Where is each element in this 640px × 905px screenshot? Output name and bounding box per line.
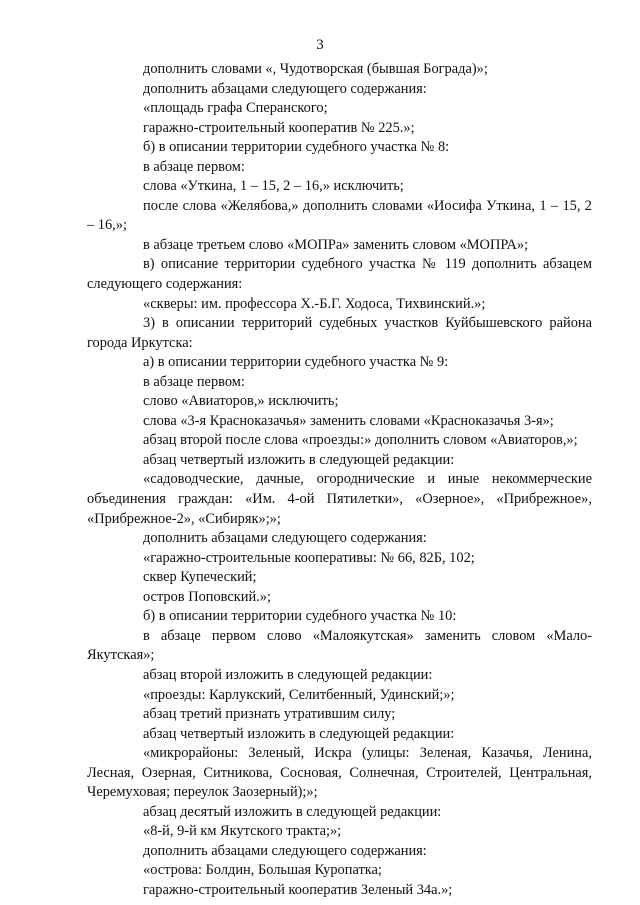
paragraph: в абзаце первом слово «Малоякутская» заменить словом «Мало-Якутская»;	[87, 627, 592, 664]
paragraph: «гаражно-строительные кооперативы: № 66, 82Б, 102;	[143, 549, 475, 566]
paragraph: слова «3-я Красноказачья» заменить словами «Красноказачья 3-я»;	[143, 412, 554, 429]
paragraph: 3) в описании территорий судебных участков Куйбышевского района города Иркутска:	[87, 315, 592, 351]
paragraph: остров Поповский.»;	[143, 588, 271, 605]
paragraph: «8-й, 9-й км Якутского тракта;»;	[143, 823, 342, 840]
paragraph: дополнить абзацами следующего содержания:	[143, 80, 427, 97]
paragraph: в абзаце третьем слово «МОПРа» заменить словом «МОПРА»;	[143, 236, 529, 253]
paragraph: сквер Купеческий;	[143, 569, 257, 586]
paragraph: «микрорайоны: Зеленый, Искра (улицы: Зеленая, Казачья, Ленина, Лесная, Озерная, Ситникова, Сосновая, Солнечная, Строителей, Центральная, Черемуховая; переулок Заозерный);»;	[87, 745, 592, 801]
paragraph: «острова: Болдин, Большая Куропатка;	[143, 862, 382, 879]
paragraph: а) в описании территории судебного участка № 9:	[143, 354, 449, 371]
paragraph: в) описание территории судебного участка № 119 дополнить абзацем следующего содержания:	[87, 256, 592, 293]
paragraph: после слова «Желябова,» дополнить словами «Иосифа Уткина, 1 – 15, 2 – 16,»;	[87, 197, 592, 234]
paragraph: абзац четвертый изложить в следующей редакции:	[143, 451, 455, 468]
paragraph: абзац третий признать утратившим силу;	[143, 706, 396, 723]
paragraph: дополнить абзацами следующего содержания:	[143, 842, 427, 859]
paragraph: гаражно-строительный кооператив № 225.»;	[143, 119, 415, 136]
paragraph: в абзаце первом:	[143, 158, 245, 175]
paragraph: б) в описании территории судебного участка № 10:	[143, 608, 457, 625]
paragraph: абзац второй после слова «проезды:» дополнить словом «Авиаторов,»;	[143, 432, 578, 449]
paragraph: абзац десятый изложить в следующей редакции:	[143, 803, 442, 820]
document-body	[87, 60, 592, 901]
paragraph: абзац четвертый изложить в следующей редакции:	[143, 725, 455, 742]
paragraph: в абзаце первом:	[143, 373, 245, 390]
paragraph: «скверы: им. профессора Х.-Б.Г. Ходоса, Тихвинский.»;	[143, 295, 486, 312]
paragraph: абзац второй изложить в следующей редакции:	[143, 666, 433, 683]
paragraph: «проезды: Карлукский, Селитбенный, Удинский;»;	[143, 686, 455, 703]
paragraph: слово «Авиаторов,» исключить;	[143, 393, 339, 410]
paragraph: слова «Уткина, 1 – 15, 2 – 16,» исключить;	[143, 178, 404, 195]
page-number: 3	[316, 37, 324, 53]
paragraph: дополнить словами «, Чудотворская (бывшая Бограда)»;	[143, 61, 488, 77]
paragraph: «садоводческие, дачные, огороднические и иные некоммерческие объединения граждан: «Им. 4-ой Пятилетки», «Озерное», «Прибрежное», «Прибрежное-2», «Сибиряк»;»;	[87, 471, 592, 527]
paragraph: «площадь графа Сперанского;	[143, 100, 328, 117]
paragraph: дополнить абзацами следующего содержания:	[143, 530, 427, 547]
paragraph: б) в описании территории судебного участка № 8:	[143, 139, 450, 156]
paragraph: гаражно-строительный кооператив Зеленый 34а.»;	[143, 881, 453, 898]
